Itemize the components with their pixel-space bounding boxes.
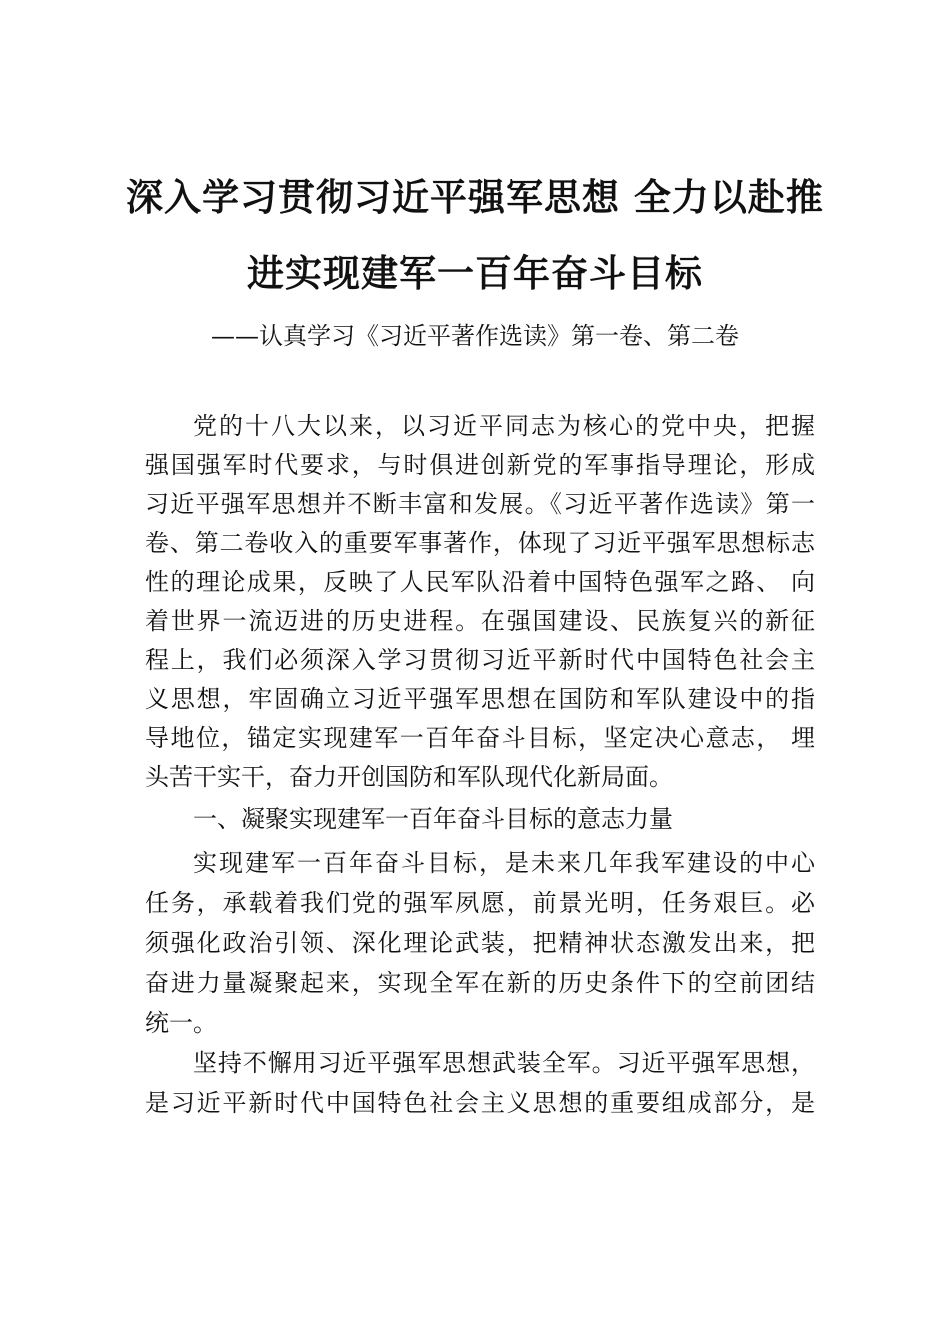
- document-subtitle: ——认真学习《习近平著作选读》第一卷、第二卷: [211, 322, 739, 350]
- paragraph-line: 强国强军时代要求，与时俱进创新党的军事指导理论，形成: [145, 451, 815, 479]
- paragraph-line: 统一。: [145, 1009, 217, 1037]
- paragraph-line: 任务，承载着我们党的强军夙愿，前景光明，任务艰巨。必: [145, 889, 815, 917]
- paragraph-line: 卷、第二卷收入的重要军事著作，体现了习近平强军思想标志: [145, 529, 815, 557]
- paragraph-line: 着世界一流迈进的历史进程。在强国建设、民族复兴的新征: [145, 607, 815, 635]
- paragraph-line: 头苦干实干，奋力开创国防和军队现代化新局面。: [145, 763, 673, 791]
- document-title-line-1: 深入学习贯彻习近平强军思想 全力以赴推: [126, 176, 824, 219]
- paragraph-line: 党的十八大以来，以习近平同志为核心的党中央，把握: [193, 412, 815, 440]
- paragraph-line: 性的理论成果，反映了人民军队沿着中国特色强军之路、 向: [145, 568, 815, 596]
- paragraph-line: 义思想，牢固确立习近平强军思想在国防和军队建设中的指: [145, 685, 815, 713]
- paragraph-line: 奋进力量凝聚起来，实现全军在新的历史条件下的空前团结: [145, 969, 815, 997]
- paragraph-line: 实现建军一百年奋斗目标，是未来几年我军建设的中心: [193, 849, 815, 877]
- paragraph-line: 习近平强军思想并不断丰富和发展。《习近平著作选读》第一: [145, 490, 815, 518]
- paragraph-line: 程上，我们必须深入学习贯彻习近平新时代中国特色社会主: [145, 646, 815, 674]
- paragraph-line: 导地位，锚定实现建军一百年奋斗目标，坚定决心意志， 埋: [145, 724, 815, 752]
- section-heading: 一、凝聚实现建军一百年奋斗目标的意志力量: [193, 805, 673, 833]
- paragraph-line: 坚持不懈用习近平强军思想武装全军。习近平强军思想，: [193, 1049, 815, 1077]
- paragraph-line: 须强化政治引领、深化理论武装，把精神状态激发出来，把: [145, 929, 815, 957]
- document-title-line-2: 进实现建军一百年奋斗目标: [247, 252, 703, 295]
- paragraph-line: 是习近平新时代中国特色社会主义思想的重要组成部分，是: [145, 1089, 815, 1117]
